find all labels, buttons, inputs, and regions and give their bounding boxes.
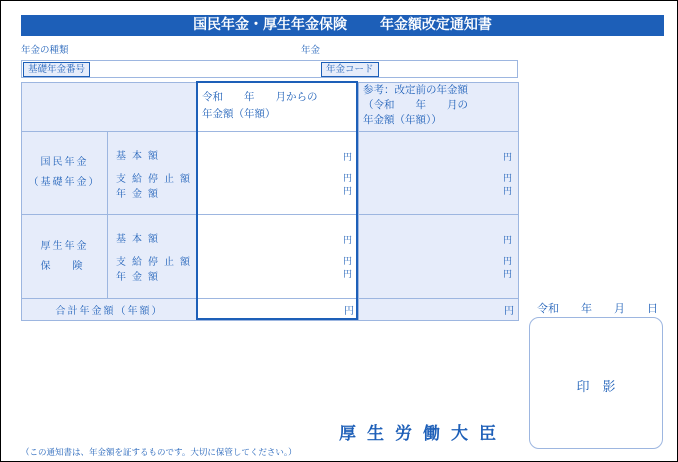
yen-label: 円: [502, 173, 512, 184]
pension-code-tag: 年金コード: [321, 62, 379, 77]
group1-new-values: [198, 132, 359, 215]
seal-label: 印 影: [576, 380, 616, 395]
yen-label: 円: [502, 236, 512, 246]
yen-label: 円: [342, 152, 352, 163]
group2-line2: 保 険: [40, 260, 89, 272]
header-ref-line3: 年金額（年額））: [363, 114, 442, 126]
total-label: 合計年金額（年額）: [22, 299, 198, 321]
yen-label: 円: [342, 186, 352, 197]
sub-suspended-2: 支給停止額: [116, 257, 196, 268]
form-title: [21, 15, 664, 36]
sub-pension-2: 年金額: [116, 272, 164, 283]
yen-label: 円: [502, 270, 512, 280]
yen-label: 円: [502, 152, 512, 163]
yen-label: 円: [502, 257, 512, 267]
date-line: 令和 年 月 日: [537, 302, 658, 315]
minister-title: 厚生労働大臣: [339, 424, 507, 444]
group2-subrows: [108, 215, 198, 299]
group-national-pension: [22, 132, 108, 215]
sub-pension-1: 年金額: [116, 188, 164, 200]
header-blank: [22, 83, 198, 132]
title-part2: 年金額改定通知書: [379, 17, 492, 33]
header-ref-amount: [359, 83, 519, 132]
yen-label: 円: [342, 173, 352, 184]
group1-line1: 国民年金: [40, 157, 89, 168]
header-new-line1: 令和 年 月からの: [202, 91, 318, 103]
basic-number-tag: 基礎年金番号: [23, 62, 90, 77]
total-new-yen: 円: [198, 299, 359, 321]
group1-subrows: [108, 132, 198, 215]
total-ref-yen: 円: [359, 299, 519, 321]
seal-box: [529, 317, 663, 449]
yen-label: 円: [342, 257, 352, 267]
group2-new-values: [198, 215, 359, 299]
yen-label: 円: [502, 186, 512, 197]
sub-basic-1: 基本額: [116, 150, 164, 162]
footnote: （この通知書は、年金額を証するものです。大切に保管してください。）: [21, 448, 297, 458]
sub-basic-2: 基本額: [116, 234, 164, 245]
pension-label: 年金: [301, 45, 321, 56]
header-ref-line2: （令和 年 月の: [363, 99, 468, 111]
pension-table: [21, 82, 519, 321]
yen-label: 円: [342, 270, 352, 280]
group-employees-pension: [22, 215, 108, 299]
sub-suspended-1: 支給停止額: [116, 173, 196, 185]
yen-label: 円: [342, 236, 352, 246]
title-part1: 国民年金・厚生年金保険: [193, 17, 348, 33]
group2-ref-values: [359, 215, 519, 299]
header-ref-line1: 参考：改定前の年金額: [363, 84, 468, 96]
pension-type-label: 年金の種類: [21, 45, 69, 56]
header-new-amount: [198, 83, 359, 132]
header-new-line2: 年金額（年額）: [202, 108, 276, 120]
group1-ref-values: [359, 132, 519, 215]
group1-line2: （基礎年金）: [28, 177, 101, 188]
group2-line1: 厚生年金: [40, 240, 89, 252]
number-row: [21, 60, 518, 78]
